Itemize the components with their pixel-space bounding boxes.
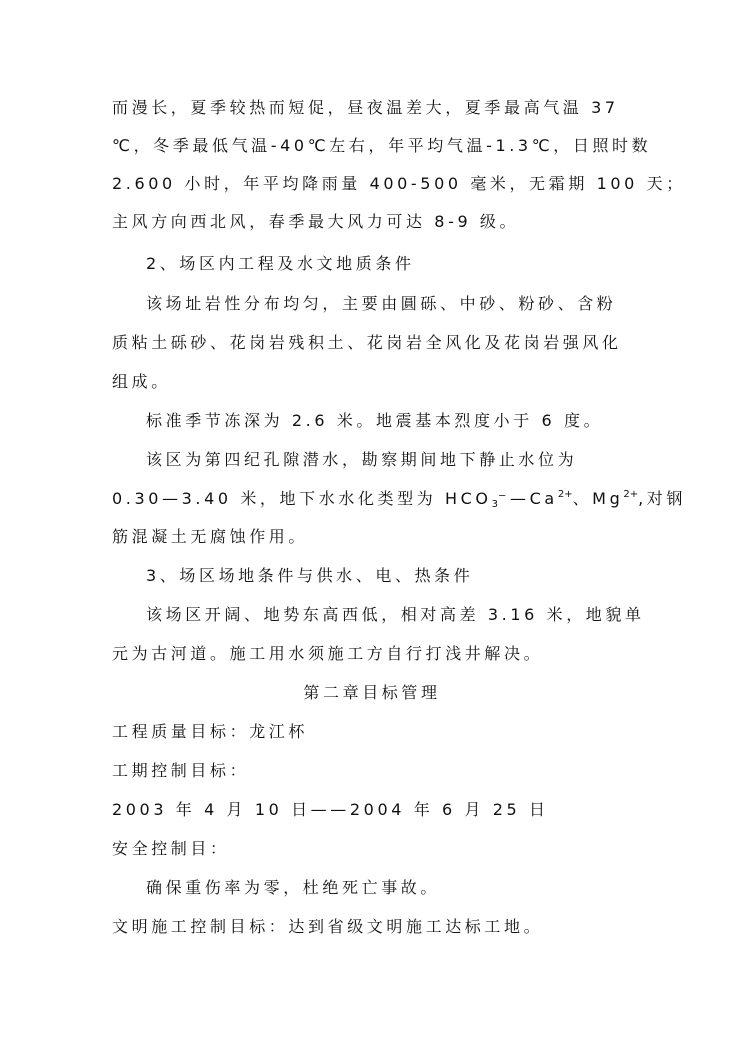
site-conditions-line-1: 该场区开阔、地势东高西低，相对高差 3.16 米，地貌单: [146, 605, 645, 624]
formula-superscript-mg: 2+: [623, 489, 639, 500]
civilized-construction-target: 文明施工控制目标：达到省级文明施工达标工地。: [112, 917, 544, 936]
section-2-heading: 2、场区内工程及水文地质条件: [146, 254, 415, 273]
schedule-target-label: 工期控制目标：: [112, 761, 250, 780]
geology-paragraph-line-1: 该场址岩性分布均匀，主要由圓砾、中砂、粉砂、含粉: [146, 294, 617, 313]
climate-line-3: 2.600 小时，年平均降雨量 400-500 毫米，无霜期 100 天；: [112, 174, 686, 193]
groundwater-line-2: [112, 489, 686, 509]
schedule-dates: 2003 年 4 月 10 日——2004 年 6 月 25 日: [112, 800, 549, 819]
frost-seismic-paragraph: 标准季节冻深为 2.6 米。地震基本烈度小于 6 度。: [146, 411, 604, 430]
groundwater-text-a: 0.30—3.40 米，地下水水化类型为 HCO: [112, 489, 492, 508]
formula-subscript: 3: [491, 499, 498, 510]
formula-superscript-ca: 2+: [557, 489, 573, 500]
site-conditions-line-2: 元为古河道。施工用水须施工方自行打浅井解决。: [112, 644, 544, 663]
section-3-heading: 3、场区场地条件与供水、电、热条件: [146, 566, 474, 585]
safety-target-label: 安全控制目：: [112, 839, 230, 858]
geology-paragraph-line-3: 组成。: [112, 372, 171, 391]
quality-target: 工程质量目标：龙江杯: [112, 722, 309, 741]
geology-paragraph-line-2: 质粘土砾砂、花岗岩残积土、花岗岩全风化及花岗岩强风化: [112, 333, 622, 352]
groundwater-text-c: 、Mg: [572, 489, 624, 508]
groundwater-line-3: 筋混凝土无腐蚀作用。: [112, 527, 309, 546]
groundwater-line-1: 该区为第四纪孔隙潜水，勘察期间地下静止水位为: [146, 450, 578, 469]
chapter-title: 第二章目标管理: [303, 683, 441, 702]
climate-line-4: 主风方向西北风，春季最大风力可达 8-9 级。: [112, 212, 520, 231]
climate-line-1: 而漫长，夏季较热而短促，昼夜温差大，夏季最高气温 37: [112, 98, 619, 117]
safety-target-text: 确保重伤率为零，杜绝死亡事故。: [146, 878, 441, 897]
climate-line-2: ℃，冬季最低气温-40℃左右，年平均气温-1.3℃，日照时数: [112, 136, 652, 155]
groundwater-text-d: ,对钢: [638, 489, 686, 508]
groundwater-text-b: ⁻—Ca: [498, 489, 558, 508]
